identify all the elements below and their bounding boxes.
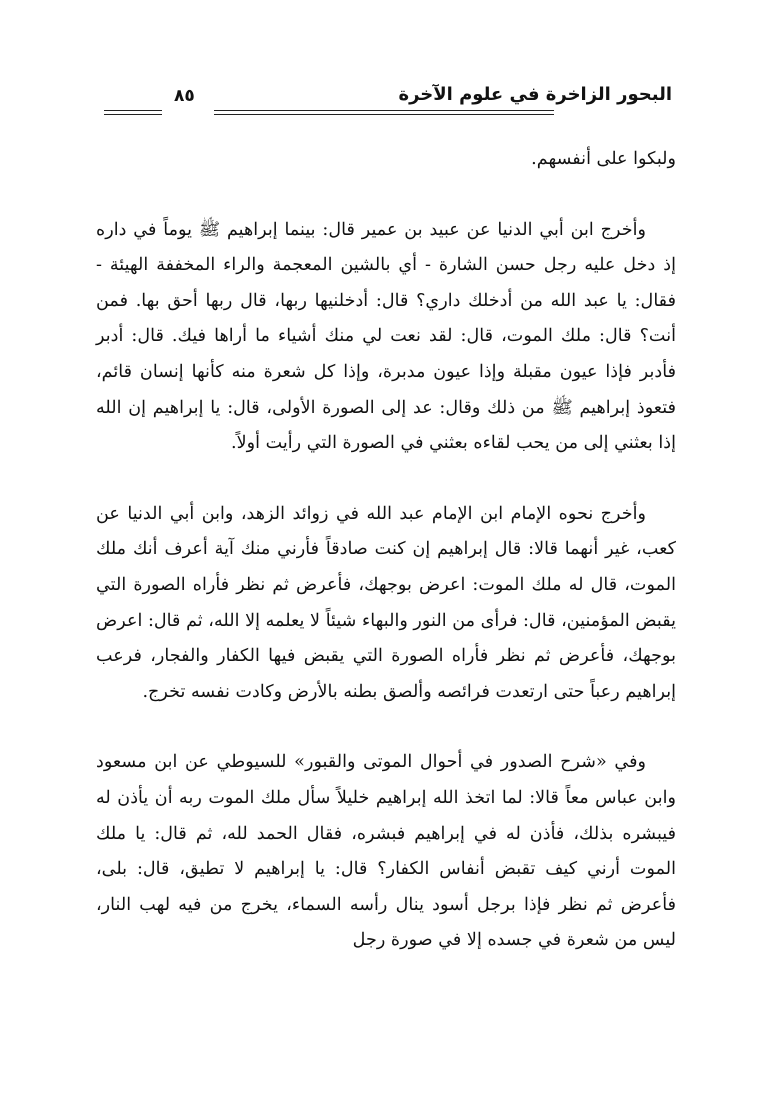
header-rule-right-top (214, 110, 554, 111)
paragraph-3: وأخرج نحوه الإمام ابن الإمام عبد الله في زوائد الزهد، وابن أبي الدنيا عن كعب، غير أنهما قالا: قال إبراهيم إن كنت صادقاً فأرني منك آية أعرف أنك ملك الموت، قال له ملك الموت: اعرض بوجهك، فأعرض ثم نظر فأراه الصورة التي يقبض المؤمنين، قال: فرأى من النور والبهاء شيئاً لا يعلمه إلا الله، ثم قال: اعرض بوجهك، فأعرض ثم نظر فأراه الصورة التي يقبض فيها الكفار والفجار، فرعب إبراهيم رعباً حتى ارتعدت فرائصه وألصق بطنه بالأرض وكادت نفسه تخرج. (96, 503, 676, 702)
book-title: البحور الزاخرة في علوم الآخرة (398, 84, 672, 105)
page-body (96, 142, 676, 959)
running-header (100, 80, 672, 120)
header-rule-right-bottom (214, 114, 554, 115)
header-rule-left-top (104, 110, 162, 111)
paragraph-2: وأخرج ابن أبي الدنيا عن عبيد بن عمير قال: بينما إبراهيم ﷺ يوماً في داره إذ دخل عليه رجل حسن الشارة - أي بالشين المعجمة والراء المخففة الهيئة - فقال: يا عبد الله من أدخلك داري؟ قال: أدخلنيها ربها، قال ربها أحق بها. فمن أنت؟ قال: ملك الموت، قال: لقد نعت لي منك أشياء ما أراها فيك. قال: أدبر فأدبر فإذا عيون مقبلة وإذا عيون مدبرة، وإذا كل شعرة منه كأنها إنسان قائم، فتعوذ إبراهيم ﷺ من ذلك وقال: عد إلى الصورة الأولى، قال: يا إبراهيم إن الله إذا بعثني إلى من يحب لقاءه بعثني في الصورة التي رأيت أولاً. (96, 219, 676, 454)
paragraph-gap (96, 462, 676, 497)
paragraph-4: وفي «شرح الصدور في أحوال الموتى والقبور» للسيوطي عن ابن مسعود وابن عباس معاً قالا: لما اتخذ الله إبراهيم خليلاً سأل ملك الموت ربه أن يأذن له فيبشره بذلك، فأذن له في إبراهيم فبشره، فقال الحمد لله، ثم قال: يا ملك الموت أرني كيف تقبض أنفاس الكفار؟ قال: يا إبراهيم لا تطيق، قال: بلى، فأعرض ثم نظر فإذا برجل أسود ينال رأسه السماء، يخرج من فيه لهب النار، ليس من شعرة في جسده إلا في صورة رجل (96, 752, 676, 951)
paragraph-gap (96, 178, 676, 213)
paragraph-gap (96, 710, 676, 745)
header-rule-left-bottom (104, 114, 162, 115)
paragraph-1: ولبكوا على أنفسهم. (531, 149, 676, 169)
page-number: ٨٥ (174, 86, 195, 106)
